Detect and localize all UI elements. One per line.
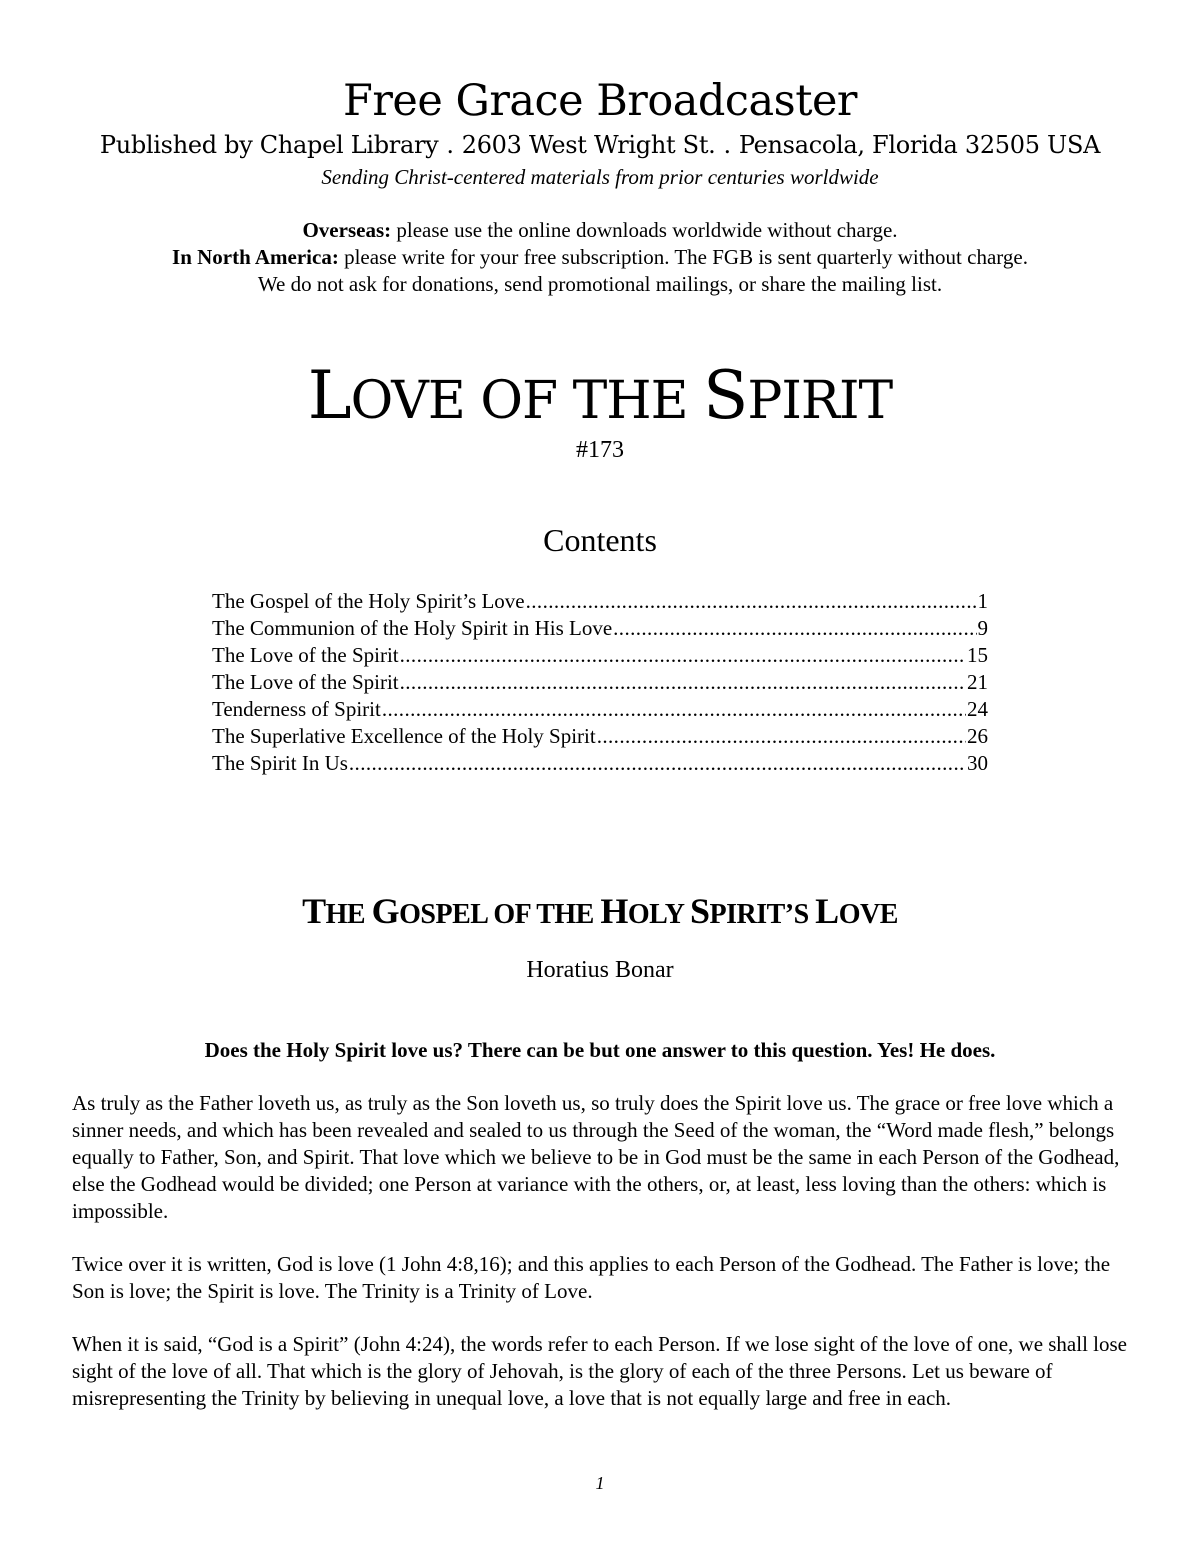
issue-title (0, 358, 1200, 439)
toc-entry-page: 1 (977, 589, 988, 613)
issue-title-smallcaps: OVE OF THE (350, 371, 704, 431)
article-title-smallcaps: PIRIT’S (709, 899, 816, 930)
article-title-cap: T (302, 891, 326, 931)
article-title-smallcaps: OVE (838, 899, 898, 930)
toc-entry[interactable] (212, 723, 988, 750)
subscription-notice (0, 217, 1200, 298)
toc-entry-page: 26 (967, 724, 988, 748)
north-america-label: In North America: (172, 245, 339, 269)
toc-entry-page: 15 (967, 643, 988, 667)
article-title-smallcaps: OLY (627, 899, 690, 930)
article-author: Horatius Bonar (526, 957, 674, 983)
table-of-contents (212, 588, 988, 777)
article-title-smallcaps: OSPEL OF THE (399, 899, 601, 930)
article-title-cap: S (689, 891, 710, 931)
separator: . (723, 131, 731, 159)
body-paragraph: As truly as the Father loveth us, as truly as the Son loveth us, so truly does the Spirit love us. The grace or free love which a sinner needs, and which has been revealed and sealed to us through the Seed of the woman, the “Word made flesh,” belongs equally to Father, Son, and Spirit. That love which we believe to be in God must be the same in each Person of the Godhead, else the Godhead would be divided; one Person at variance with the others, or, at least, less loving than the others: which is impossible. (72, 1091, 1120, 1223)
toc-leader-dots (613, 615, 976, 642)
toc-entry-page: 21 (967, 670, 988, 694)
toc-leader-dots (597, 723, 966, 750)
policy-line: We do not ask for donations, send promotional mailings, or share the mailing list. (257, 272, 943, 296)
issue-title-cap: L (307, 357, 351, 434)
body-paragraph: When it is said, “God is a Spirit” (John 4:24), the words refer to each Person. If we lose sight of the love of one, we shall lose sight of the love of all. That which is the glory of Jehovah, is the glory of each of the three Persons. Let us beware of misrepresenting the Trinity by believing in unequal love, a love that is not equally large and free in each. (72, 1332, 1128, 1410)
article-title-cap: H (600, 891, 628, 931)
north-america-line (0, 244, 1200, 271)
article-title (0, 890, 1200, 936)
lead-question: Does the Holy Spirit love us? There can be but one answer to this question. Yes! He does. (204, 1038, 996, 1062)
tagline: Sending Christ-centered materials from prior centuries worldwide (321, 165, 879, 189)
toc-leader-dots (400, 642, 966, 669)
publisher-name: Published by Chapel Library (99, 131, 439, 159)
masthead-title: Free Grace Broadcaster (343, 76, 857, 126)
overseas-text: please use the online downloads worldwide without charge. (391, 218, 898, 242)
toc-leader-dots (400, 669, 966, 696)
publisher-city: Pensacola, Florida 32505 USA (738, 131, 1101, 159)
toc-leader-dots (382, 696, 966, 723)
page-number: 1 (595, 1473, 605, 1493)
toc-entry-title: The Superlative Excellence of the Holy Spirit (212, 724, 596, 748)
publisher-line (0, 130, 1200, 160)
separator: . (446, 131, 454, 159)
toc-entry-page: 9 (977, 616, 988, 640)
toc-entry[interactable] (212, 750, 988, 777)
toc-entry-page: 30 (967, 751, 988, 775)
publisher-address: 2603 West Wright St. (461, 131, 716, 159)
article-title-smallcaps: HE (325, 899, 372, 930)
toc-entry[interactable] (212, 669, 988, 696)
article-body (72, 1090, 1130, 1438)
toc-entry-page: 24 (967, 697, 988, 721)
article-title-cap: L (815, 891, 839, 931)
toc-entry-title: The Love of the Spirit (212, 670, 399, 694)
toc-entry-title: The Communion of the Holy Spirit in His Love (212, 616, 613, 640)
issue-number: #173 (576, 437, 624, 463)
issue-title-cap: S (703, 357, 748, 434)
toc-leader-dots (526, 588, 977, 615)
toc-entry-title: The Gospel of the Holy Spirit’s Love (212, 589, 525, 613)
toc-entry[interactable] (212, 642, 988, 669)
toc-leader-dots (349, 750, 966, 777)
toc-entry-title: Tenderness of Spirit (212, 697, 381, 721)
north-america-text: please write for your free subscription. The FGB is sent quarterly without charge. (338, 245, 1028, 269)
toc-entry[interactable] (212, 588, 988, 615)
toc-entry-title: The Spirit In Us (212, 751, 348, 775)
article-title-cap: G (371, 891, 400, 931)
body-paragraph: Twice over it is written, God is love (1 John 4:8,16); and this applies to each Person of the Godhead. The Father is love; the Son is love; the Spirit is love. The Trinity is a Trinity of Love. (72, 1252, 1111, 1303)
contents-heading: Contents (543, 522, 657, 558)
issue-title-smallcaps: PIRIT (747, 371, 893, 431)
overseas-line (0, 217, 1200, 244)
toc-entry[interactable] (212, 696, 988, 723)
toc-entry-title: The Love of the Spirit (212, 643, 399, 667)
toc-entry[interactable] (212, 615, 988, 642)
overseas-label: Overseas: (302, 218, 392, 242)
